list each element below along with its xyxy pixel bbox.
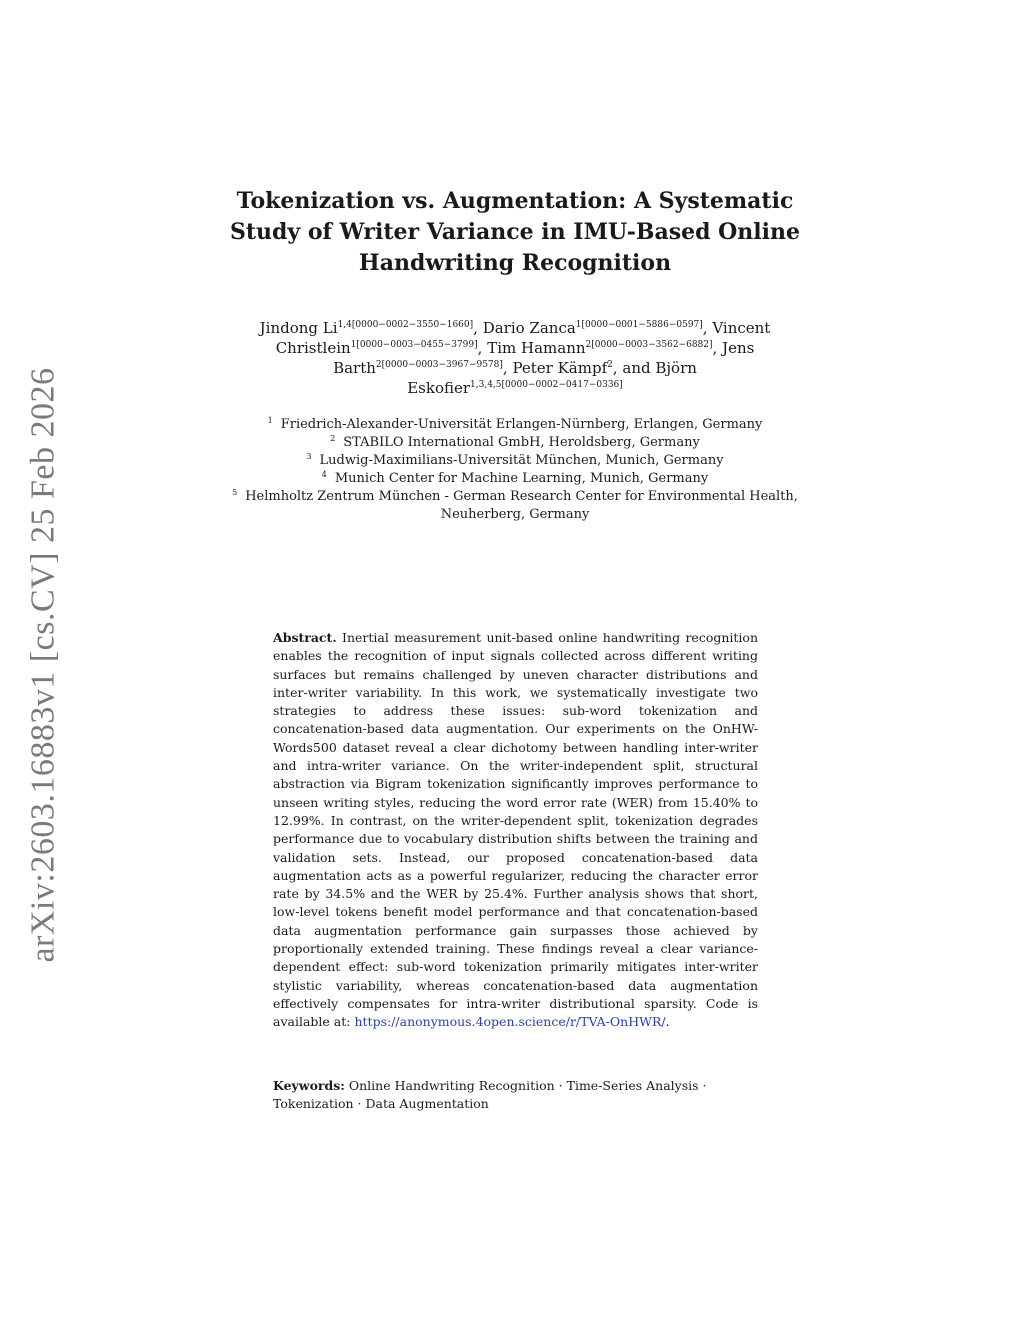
author-line-3: Barth$^{2[0000-0003-3967-9578]}$, Peter Kämpf$^2$, and Björn xyxy=(333,359,697,377)
affiliation-item xyxy=(200,470,830,488)
affiliation-item xyxy=(200,452,830,470)
affiliation-number: 1 xyxy=(267,416,273,425)
affiliation-number: 5 xyxy=(232,488,238,497)
paper-title xyxy=(200,186,830,279)
author-orcid: 2[0000−0003−3562−6882] xyxy=(585,340,713,350)
author-name: Barth xyxy=(333,359,376,377)
author-line-4 xyxy=(210,378,820,398)
author-orcid: 1,4[0000−0002−3550−1660] xyxy=(337,320,474,330)
author-name: Vincent xyxy=(712,319,771,337)
abstract-body: Inertial measurement unit-based online handwriting recognition enables the recognition of input signals collected across different writing surfaces but remains challenged by uneven character distributions and inter-writer variability. In this work, we systematically investigate two strategies to address these issues: sub-word tokenization and concatenation-based data augmentation. Our experiments on the OnHW-Words500 dataset reveal a clear dichotomy between handling inter-writer and intra-writer variance. On the writer-independent split, structural abstraction via Bigram tokenization significantly improves performance to unseen writing styles, reducing the word error rate (WER) from 15.40% to 12.99%. In contrast, on the writer-dependent split, tokenization degrades performance due to vocabulary distribution shifts between the training and validation sets. Instead, our proposed concatenation-based data augmentation acts as a powerful regularizer, reducing the character error rate by 34.5% and the WER by 25.4%. Further analysis shows that short, low-level tokens benefit model performance and that concatenation-based data augmentation performance gain surpasses those achieved by proportionally extended training. These findings reveal a clear variance-dependent effect: sub-word tokenization primarily mitigates inter-writer stylistic variability, whereas concatenation-based data augmentation effectively compensates for intra-writer distributional sparsity. Code is available at: xyxy=(273,630,758,1030)
abstract-label: Abstract. xyxy=(273,630,337,645)
author-name: Tim Hamann xyxy=(487,339,586,357)
author-orcid: 1[0000−0003−0455−3799] xyxy=(350,340,478,350)
affiliation-text: Ludwig-Maximilians-Universität München, Munich, Germany xyxy=(319,453,724,468)
arxiv-identifier: arXiv:2603.16883v1 [cs.CV] 25 Feb 2026 xyxy=(25,367,62,963)
author-name: Jens xyxy=(722,339,755,357)
author-name: Christlein xyxy=(275,339,351,357)
author-list xyxy=(210,318,820,398)
abstract-section xyxy=(273,629,758,1032)
title-line-3: Handwriting Recognition xyxy=(358,250,672,276)
title-line-2: Study of Writer Variance in IMU-Based Online xyxy=(229,219,801,245)
code-link[interactable]: https://anonymous.4open.science/r/TVA-OnHWR/ xyxy=(354,1014,666,1030)
keywords-label: Keywords: xyxy=(273,1078,345,1093)
author-line-1: Jindong $Li^{1,4[0000-0002-3550-1660]}$, Dario Zanca$^{1[0000-0001-5886-0597]}$, Vincent xyxy=(259,319,771,337)
affiliation-list xyxy=(200,416,830,524)
keywords-body: Online Handwriting Recognition · Time-Series Analysis · Tokenization · Data Augmentation xyxy=(273,1078,707,1112)
affiliation-number: 3 xyxy=(306,452,312,461)
author-name: Dario Zanca xyxy=(482,319,576,337)
affiliation-text: Helmholtz Zentrum München - German Research Center for Environmental Health, xyxy=(245,489,798,504)
author-name: Jindong Li xyxy=(259,319,338,337)
affiliation-text: Munich Center for Machine Learning, Munich, Germany xyxy=(334,471,709,486)
arxiv-sidebar xyxy=(18,367,70,963)
author-orcid: 2[0000−0003−3967−9578] xyxy=(375,360,503,370)
affiliation-item xyxy=(200,488,830,506)
author-name: and Björn xyxy=(622,359,697,377)
affiliation-text: STABILO International GmbH, Heroldsberg, Germany xyxy=(343,435,700,450)
abstract-end: . xyxy=(665,1014,670,1030)
author-line-2: Christlein$^{1[0000-0003-0455-3799]}$, Tim Hamann$^{2[0000-0003-3562-6882]}$, Jens xyxy=(275,339,755,357)
affiliation-item xyxy=(200,434,830,452)
affiliation-number: 4 xyxy=(321,470,327,479)
title-line-1: Tokenization vs. Augmentation: A Systematic xyxy=(236,188,794,214)
affiliation-continuation: Neuherberg, Germany xyxy=(440,507,590,522)
author-orcid: 1,3,4,5[0000−0002−0417−0336] xyxy=(470,380,623,390)
author-name: Peter Kämpf xyxy=(512,359,608,377)
affiliation-item xyxy=(200,416,830,434)
author-orcid: 1[0000−0001−5886−0597] xyxy=(575,320,703,330)
author-name: Eskofier xyxy=(407,379,471,397)
affiliation-text: Friedrich-Alexander-Universität Erlangen-Nürnberg, Erlangen, Germany xyxy=(280,417,763,432)
keywords-section xyxy=(273,1077,758,1114)
affiliation-number: 2 xyxy=(330,434,336,443)
author-affiliation-mark: 2 xyxy=(607,360,613,370)
